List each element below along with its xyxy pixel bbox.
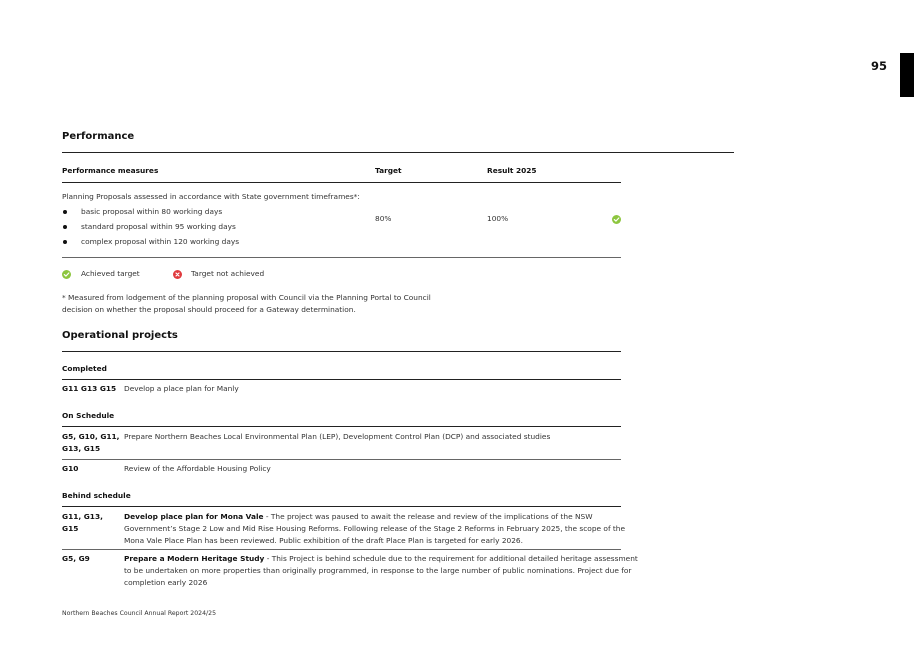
target-value: 80% xyxy=(375,214,392,223)
project-code-line-2: G15 xyxy=(62,524,79,533)
column-header-measures: Performance measures xyxy=(62,166,159,175)
description-line-1: - The project was paused to await the release and review of the implications of the NSW xyxy=(263,512,593,521)
completed-rule xyxy=(62,379,621,380)
project-code: G5, G9 xyxy=(62,554,90,563)
table-bottom-rule xyxy=(62,257,621,258)
measure-bullet-basic: basic proposal within 80 working days xyxy=(81,207,223,216)
page-number: 95 xyxy=(870,59,887,73)
description-line-3: completion early 2026 xyxy=(124,578,208,587)
column-header-result: Result 2025 xyxy=(487,166,537,175)
description-line-2: to be undertaken on more properties than originally programmed, in response to the large number of public nominations. Project due for xyxy=(124,566,632,575)
page-footer: Northern Beaches Council Annual Report 2024/25 xyxy=(62,610,217,617)
completed-heading: Completed xyxy=(62,364,107,373)
project-description: Develop a place plan for Manly xyxy=(124,384,239,393)
behind-schedule-heading: Behind schedule xyxy=(62,491,131,500)
project-code: G10 xyxy=(62,464,79,473)
achieved-check-icon xyxy=(612,215,621,224)
performance-title-rule xyxy=(62,152,734,153)
measure-bullet-standard: standard proposal within 95 working days xyxy=(81,222,236,231)
on-schedule-heading: On Schedule xyxy=(62,411,115,420)
project-code-line-2: G13, G15 xyxy=(62,444,101,453)
on-schedule-rule xyxy=(62,426,621,427)
not-achieved-cross-icon xyxy=(173,270,182,279)
project-description xyxy=(124,553,638,589)
measure-bullet-complex: complex proposal within 120 working days xyxy=(81,237,240,246)
measure-intro: Planning Proposals assessed in accordance with State government timeframes*: xyxy=(62,192,360,201)
result-value: 100% xyxy=(487,214,509,223)
project-description: Prepare Northern Beaches Local Environmental Plan (LEP), Development Control Plan (DCP) and associated studies xyxy=(124,432,551,441)
project-code-line-1: G11, G13, xyxy=(62,512,103,521)
operational-projects-title: Operational projects xyxy=(62,330,178,341)
bullet-icon xyxy=(63,240,67,244)
description-line-3: Mona Vale Place Plan has been reviewed. Public exhibition of the draft Place Plan is targeted for early 2026. xyxy=(124,536,523,545)
project-description: Review of the Affordable Housing Policy xyxy=(124,464,271,473)
row-divider xyxy=(62,549,621,550)
bullet-icon xyxy=(63,225,67,229)
column-header-target: Target xyxy=(375,166,402,175)
performance-title: Performance xyxy=(62,131,135,142)
table-header-rule xyxy=(62,182,621,183)
project-code: G11 G13 G15 xyxy=(62,384,117,393)
description-line-1: - This Project is behind schedule due to the requirement for additional detailed heritage assessment xyxy=(264,554,638,563)
operational-title-rule xyxy=(62,351,621,352)
section-tab-marker xyxy=(900,53,914,97)
footnote-line-1: * Measured from lodgement of the planning proposal with Council via the Planning Portal to Council xyxy=(62,293,431,302)
project-description xyxy=(124,511,626,547)
achieved-check-icon xyxy=(62,270,71,279)
description-line-2: Government’s Stage 2 Low and Mid Rise Housing Reforms. Following release of the Stage 2 Reforms in February 2025, the scope of the xyxy=(124,524,626,533)
bullet-icon xyxy=(63,210,67,214)
legend-achieved-label: Achieved target xyxy=(81,269,140,278)
behind-schedule-rule xyxy=(62,506,621,507)
legend-not-achieved-label: Target not achieved xyxy=(191,269,265,278)
project-title: Develop place plan for Mona Vale xyxy=(124,512,264,521)
project-code-line-1: G5, G10, G11, xyxy=(62,432,120,441)
footnote-line-2: decision on whether the proposal should proceed for a Gateway determination. xyxy=(62,305,356,314)
row-divider xyxy=(62,459,621,460)
project-title: Prepare a Modern Heritage Study xyxy=(124,554,265,563)
